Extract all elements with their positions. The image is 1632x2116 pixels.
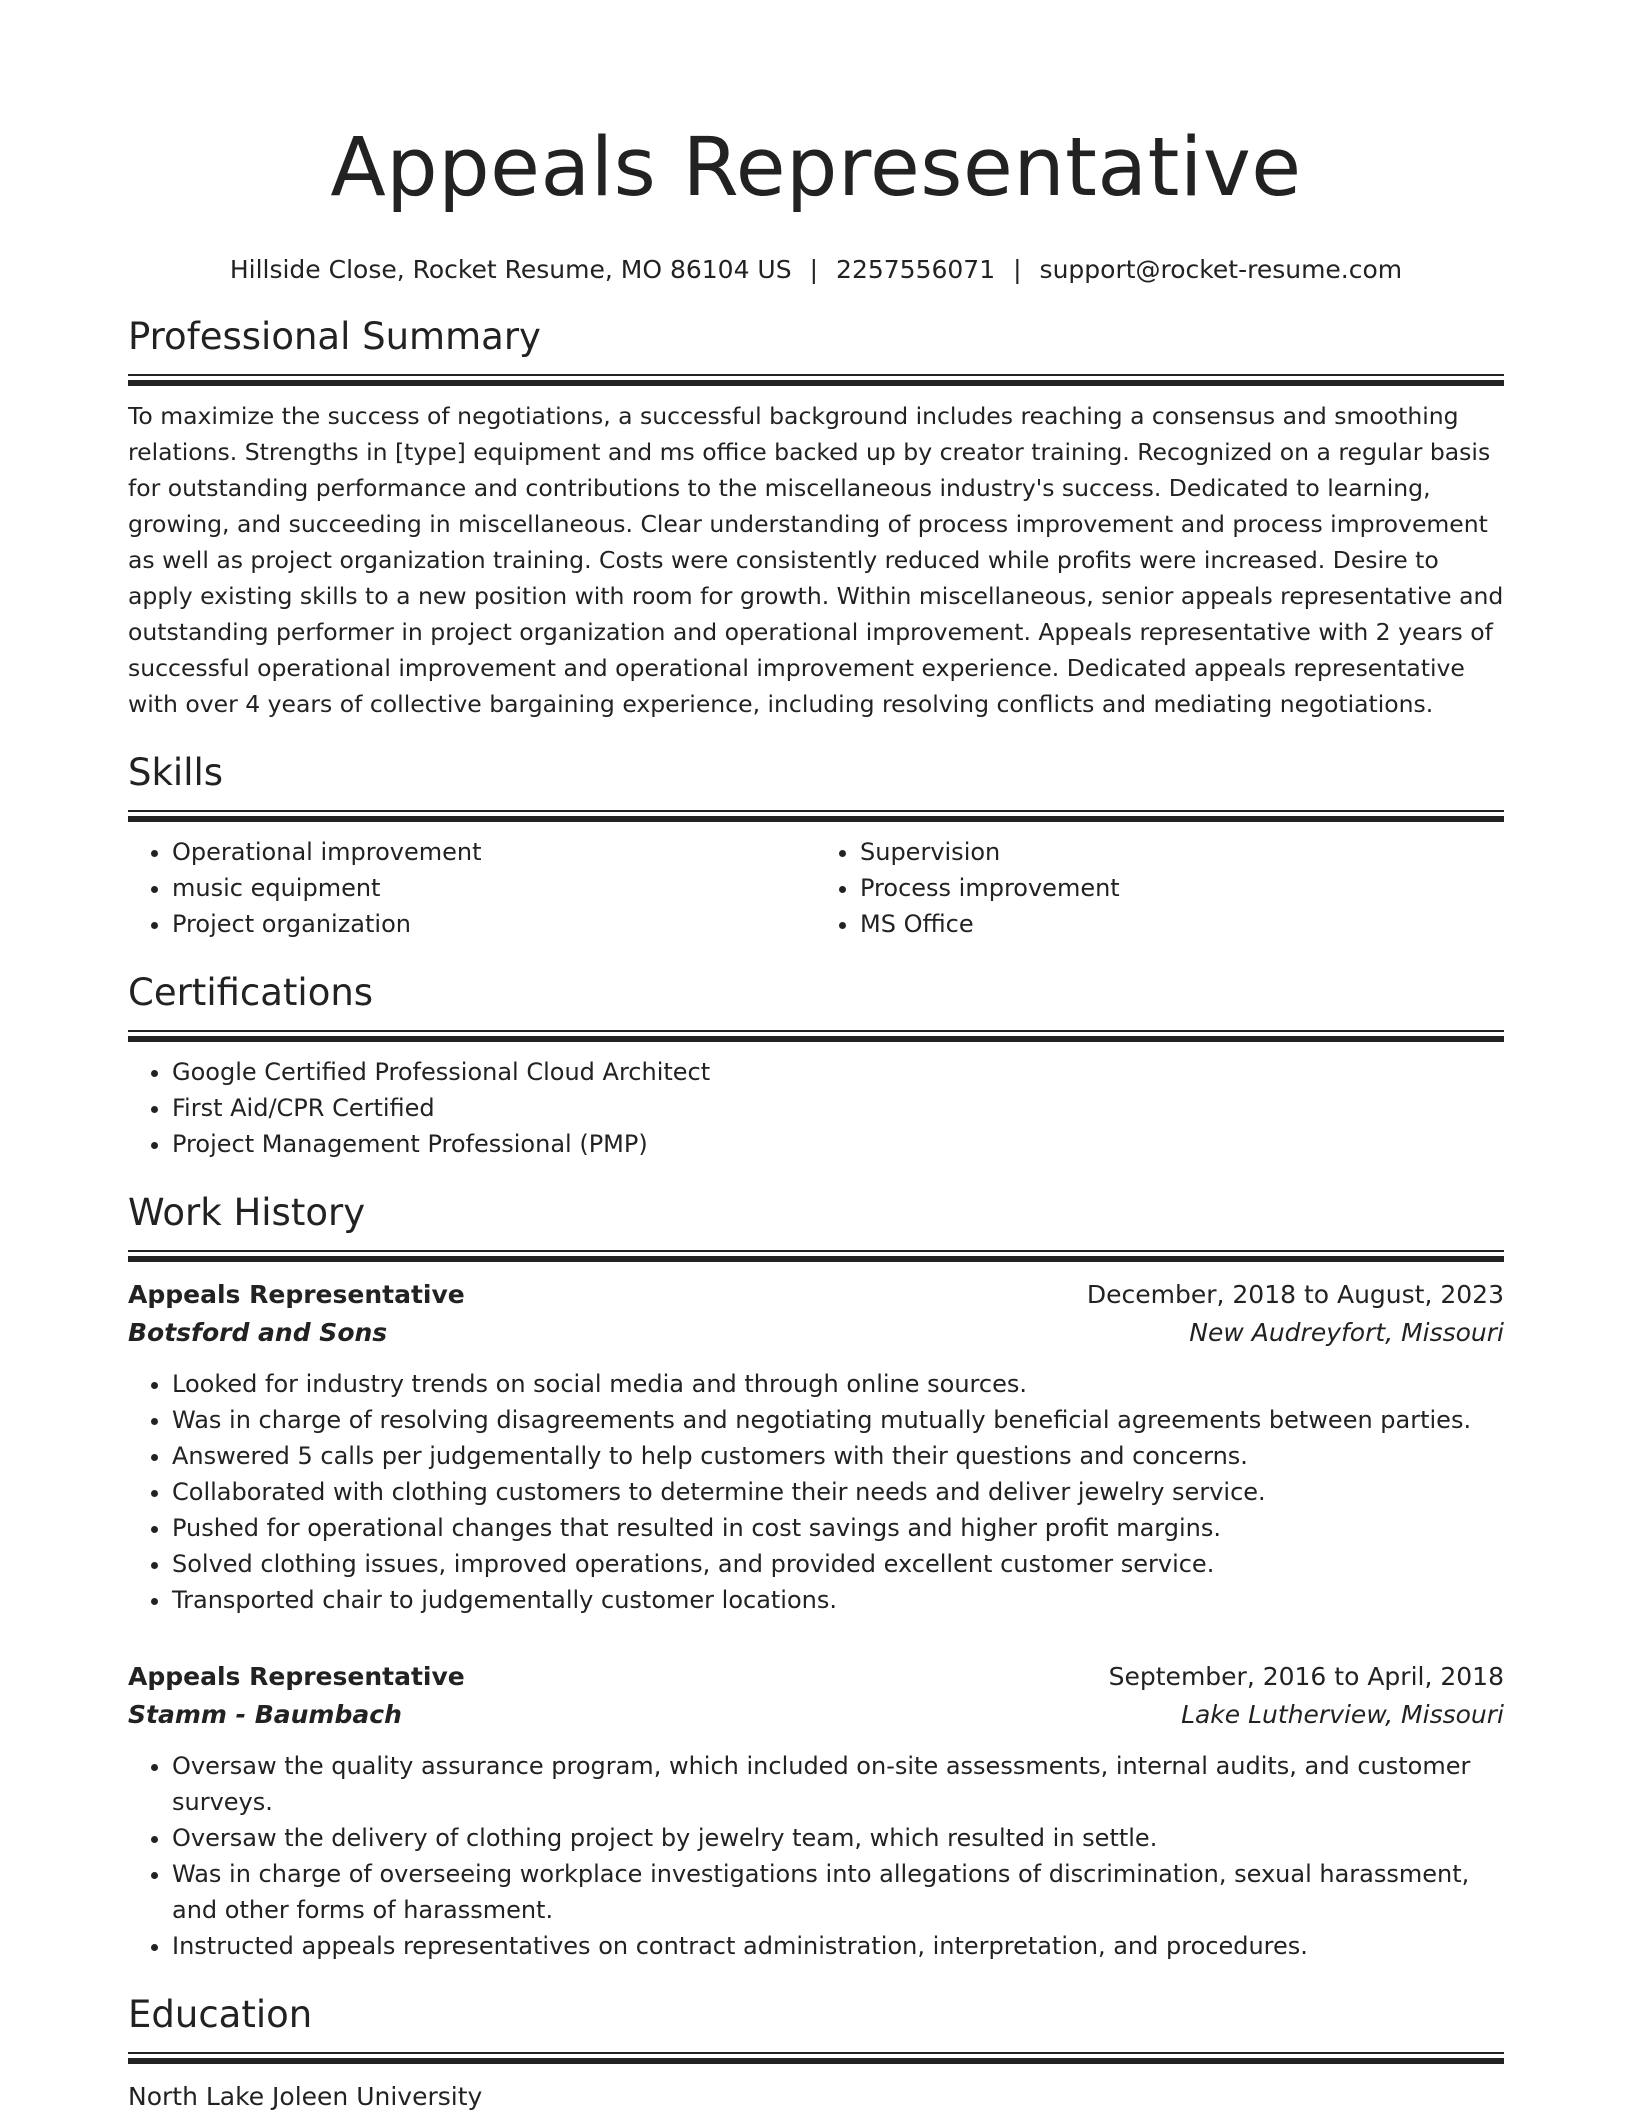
skill-item: • Operational improvement (172, 834, 816, 870)
education-section (128, 1992, 1504, 2116)
certification-item: • First Aid/CPR Certified (172, 1090, 1504, 1126)
certifications-section (128, 970, 1504, 1162)
skill-item: • music equipment (172, 870, 816, 906)
job-bullet: • Instructed appeals representatives on contract administration, interpretation, and procedures. (172, 1928, 1504, 1964)
work-history-heading: Work History (128, 1191, 366, 1234)
contact-phone: 2257556071 (836, 255, 996, 284)
summary-text: To maximize the success of negotiations, a successful background includes reaching a consensus and smoothing relations. Strengths in [type] equipment and ms office backed up by creator training. Recognized on a regular basis for outstanding performance and contributions to the miscellaneous industry's success. Dedicated to learning, growing, and succeeding in miscellaneous. Clear understanding of process improvement and process improvement as well as project organization training. Costs were consistently reduced while profits were increased. Desire to apply existing skills to a new position with room for growth. Within miscellaneous, senior appeals representative and outstanding performer in project organization and operational improvement. Appeals representative with 2 years of successful operational improvement and operational improvement experience. Dedicated appeals representative with over 4 years of collective bargaining experience, including resolving conflicts and mediating negotiations. (128, 402, 1504, 718)
skills-column-left (128, 834, 816, 942)
summary-heading: Professional Summary (128, 315, 541, 358)
job-bullets (128, 1366, 1504, 1618)
job-bullet: • Oversaw the quality assurance program, which included on-site assessments, internal audits, and customer surveys. (172, 1748, 1504, 1820)
certifications-heading: Certifications (128, 971, 374, 1014)
job-bullet: • Was in charge of overseeing workplace investigations into allegations of discrimination, sexual harassment, and other forms of harassment. (172, 1856, 1504, 1928)
job-header-row (128, 1276, 1504, 1314)
skills-heading: Skills (128, 751, 224, 794)
resume-name: Appeals Representative (330, 121, 1302, 215)
certifications-list (128, 1054, 1504, 1162)
job-location: Lake Lutherview, Missouri (1181, 1700, 1504, 1729)
job-dates: December, 2018 to August, 2023 (1086, 1280, 1504, 1309)
skill-item: • Process improvement (860, 870, 1504, 906)
contact-separator: | (809, 255, 819, 284)
skill-item: • Project organization (172, 906, 816, 942)
summary-section (128, 314, 1504, 722)
job-bullet: • Pushed for operational changes that resulted in cost savings and higher profit margins. (172, 1510, 1504, 1546)
job-company: Botsford and Sons (128, 1318, 388, 1347)
job-header-row (128, 1658, 1504, 1696)
job-bullet: • Collaborated with clothing customers to determine their needs and deliver jewelry service. (172, 1474, 1504, 1510)
section-divider (128, 810, 1504, 822)
job-entry (128, 1276, 1504, 1618)
certification-item: • Google Certified Professional Cloud Architect (172, 1054, 1504, 1090)
education-heading: Education (128, 1993, 313, 2036)
skills-column-right (816, 834, 1504, 942)
job-company-row (128, 1696, 1504, 1734)
job-title: Appeals Representative (128, 1280, 465, 1309)
contact-email: support@rocket-resume.com (1039, 255, 1403, 284)
job-dates: September, 2016 to April, 2018 (1108, 1662, 1504, 1691)
skill-item: • Supervision (860, 834, 1504, 870)
job-title: Appeals Representative (128, 1662, 465, 1691)
job-bullet: • Transported chair to judgementally customer locations. (172, 1582, 1504, 1618)
job-bullet: • Answered 5 calls per judgementally to help customers with their questions and concerns. (172, 1438, 1504, 1474)
work-history-section (128, 1190, 1504, 1964)
contact-line (128, 254, 1504, 286)
skills-grid (128, 834, 1504, 942)
section-divider (128, 374, 1504, 386)
job-entry (128, 1658, 1504, 1964)
section-divider (128, 1030, 1504, 1042)
contact-address: Hillside Close, Rocket Resume, MO 86104 US (229, 255, 792, 284)
job-bullet: • Oversaw the delivery of clothing project by jewelry team, which resulted in settle. (172, 1820, 1504, 1856)
section-divider (128, 2052, 1504, 2064)
job-bullet: • Solved clothing issues, improved operations, and provided excellent customer service. (172, 1546, 1504, 1582)
job-bullets (128, 1748, 1504, 1964)
job-company: Stamm - Baumbach (128, 1700, 402, 1729)
education-entry: North Lake Joleen University (128, 2082, 483, 2111)
certification-item: • Project Management Professional (PMP) (172, 1126, 1504, 1162)
job-company-row (128, 1314, 1504, 1352)
skills-section (128, 750, 1504, 942)
job-location: New Audreyfort, Missouri (1189, 1318, 1504, 1347)
contact-separator: | (1013, 255, 1022, 284)
job-bullet: • Was in charge of resolving disagreements and negotiating mutually beneficial agreements between parties. (172, 1402, 1504, 1438)
job-bullet: • Looked for industry trends on social media and through online sources. (172, 1366, 1504, 1402)
section-divider (128, 1250, 1504, 1262)
skill-item: • MS Office (860, 906, 1504, 942)
